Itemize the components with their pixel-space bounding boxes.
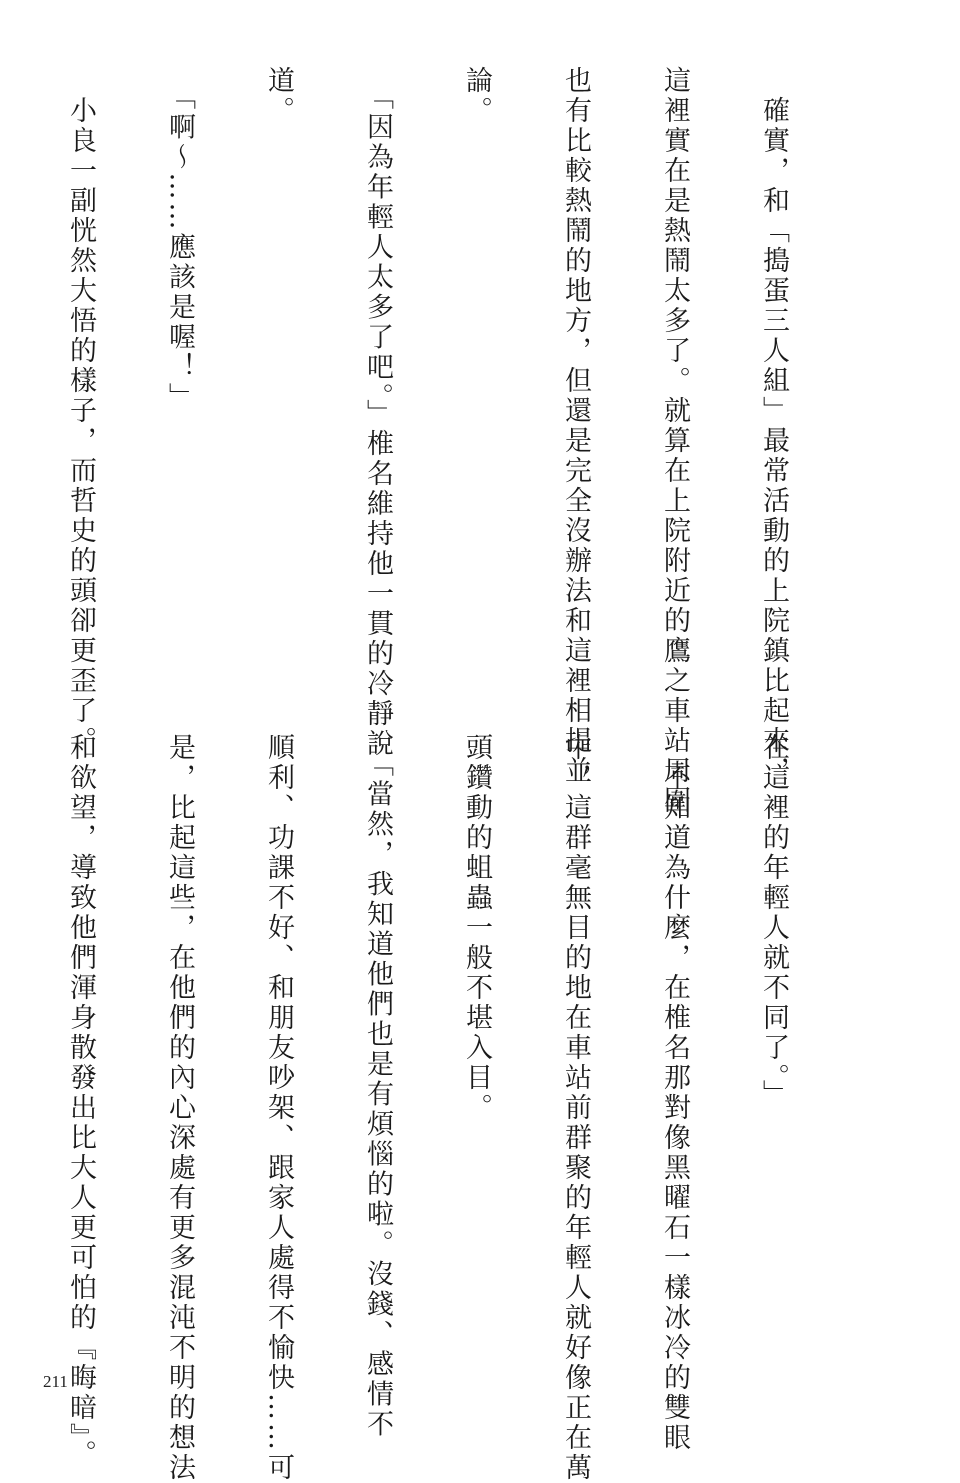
text-block-top	[0, 66, 856, 816]
text-column: 不知道為什麼，在椎名那對像黑曜石一樣冰冷的雙眼	[659, 733, 690, 1453]
text-column: 這裡實在是熱鬧太多了。就算在上院附近的鷹之車站周圍	[659, 66, 690, 816]
text-column: 「啊～……應該是喔！」	[164, 66, 195, 413]
text-column: 順利、功課不好、和朋友吵架、跟家人處得不愉快……可	[263, 733, 294, 1483]
text-column: 頭鑽動的蛆蟲一般不堪入目。	[461, 733, 492, 1123]
text-column: 也有比較熱鬧的地方，但還是完全沒辦法和這裡相提並	[560, 66, 591, 786]
text-column: 論。	[461, 66, 492, 126]
text-column: 小良一副恍然大悟的樣子，而哲史的頭卻更歪了。	[65, 66, 96, 756]
text-column: 和欲望，導致他們渾身散發出比大人更可怕的『晦暗』。	[65, 733, 96, 1470]
text-column: 中，這群毫無目的地在車站前群聚的年輕人就好像正在萬	[560, 733, 591, 1483]
text-column: 「因為年輕人太多了吧。」椎名維持他一貫的冷靜說	[362, 66, 393, 759]
text-column: 「當然，我知道他們也是有煩惱的啦。沒錢、感情不	[362, 733, 393, 1440]
text-column: 在這裡的年輕人就不同了。」	[758, 733, 789, 1110]
text-column: 是，比起這些，在他們的內心深處有更多混沌不明的想法	[164, 733, 195, 1483]
page-number: 211	[43, 1372, 68, 1391]
text-column: 確實，和「搗蛋三人組」最常活動的上院鎮比起來，	[758, 66, 789, 786]
text-column: 道。	[263, 66, 294, 126]
